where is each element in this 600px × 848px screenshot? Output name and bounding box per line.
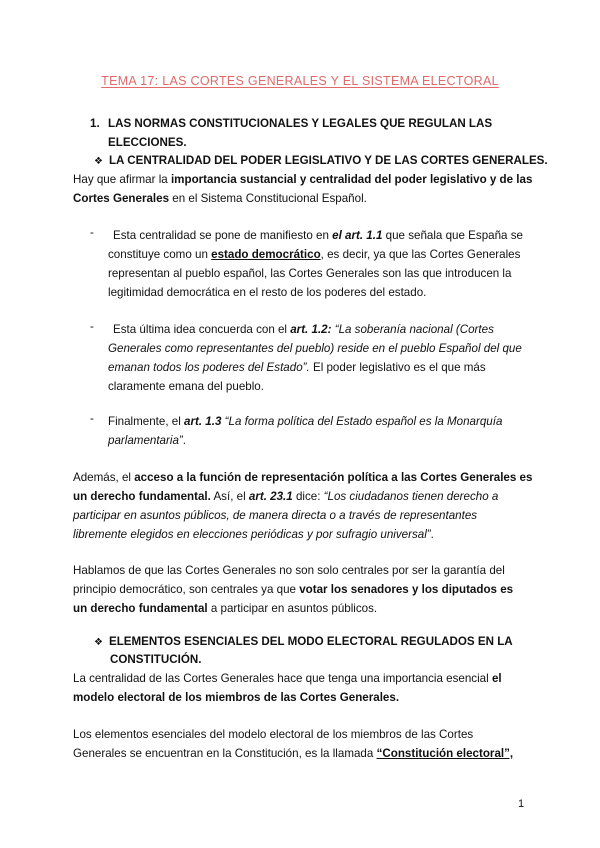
paragraph-4-line1: La centralidad de las Cortes Generales hace que tenga una importancia esencial el: [73, 672, 502, 685]
page-title: TEMA 17: LAS CORTES GENERALES Y EL SISTEMA ELECTORAL: [101, 74, 499, 88]
paragraph-2-line1: Además, el acceso a la función de representación política a las Cortes Generales es: [73, 471, 533, 484]
item-2-line1: Esta última idea concuerda con el art. 1.2: “La soberanía nacional (Cortes: [113, 323, 494, 336]
subheading-1: ❖ LA CENTRALIDAD DEL PODER LEGISLATIVO Y DE LAS CORTES GENERALES.: [94, 154, 548, 167]
subheading-2-line1: ❖ ELEMENTOS ESENCIALES DEL MODO ELECTORAL REGULADOS EN LA: [94, 635, 513, 648]
item-2-line4: claramente emana del pueblo.: [108, 380, 264, 393]
dash-bullet: -: [90, 412, 94, 425]
section-heading-line1: LAS NORMAS CONSTITUCIONALES Y LEGALES QUE REGULAN LAS: [108, 117, 493, 130]
paragraph-1-line2: Cortes Generales en el Sistema Constitucional Español.: [73, 192, 367, 205]
diamond-bullet-icon: ❖: [94, 637, 103, 648]
dash-bullet: -: [90, 226, 94, 239]
item-3-line2: parlamentaria”.: [108, 434, 186, 447]
subheading-2-line2: CONSTITUCIÓN.: [110, 653, 202, 666]
paragraph-2-line3: participar en asuntos públicos, de manera directa o a través de representantes: [73, 509, 478, 522]
section-number: 1.: [90, 117, 100, 130]
item-1-line3: representan al pueblo español, las Cortes Generales son las que introducen la: [108, 267, 512, 280]
item-1-line1: Esta centralidad se pone de manifiesto en el art. 1.1 que señala que España se: [113, 229, 523, 242]
item-2-line3: emanan todos los poderes del Estado”. El poder legislativo es el que más: [108, 361, 486, 374]
paragraph-3-line3: un derecho fundamental a participar en asuntos públicos.: [73, 602, 378, 615]
item-1-line4: legitimidad democrática en el resto de los poderes del estado.: [108, 286, 427, 299]
page-number: 1: [518, 798, 525, 810]
paragraph-1-line1: Hay que afirmar la importancia sustancial y centralidad del poder legislativo y de las: [73, 173, 533, 186]
paragraph-3-line1: Hablamos de que las Cortes Generales no son solo centrales por ser la garantía del: [73, 564, 505, 577]
item-3-line1: Finalmente, el art. 1.3 “La forma política del Estado español es la Monarquía: [108, 415, 503, 428]
paragraph-3-line2: principio democrático, son centrales ya que votar los senadores y los diputados es: [73, 583, 514, 596]
paragraph-2-line4: libremente elegidos en elecciones periódicas y por sufragio universal”.: [73, 528, 434, 541]
diamond-bullet-icon: ❖: [94, 156, 103, 167]
paragraph-2-line2: un derecho fundamental. Así, el art. 23.1 dice: “Los ciudadanos tienen derecho a: [73, 490, 499, 503]
paragraph-5-line2: Generales se encuentran en la Constitución, es la llamada “Constitución electoral”,: [73, 747, 514, 760]
item-1-line2: constituye como un estado democrático, es decir, ya que las Cortes Generales: [108, 248, 521, 261]
dash-bullet: -: [90, 320, 94, 333]
paragraph-5-line1: Los elementos esenciales del modelo electoral de los miembros de las Cortes: [73, 728, 474, 741]
paragraph-4-line2: modelo electoral de los miembros de las Cortes Generales.: [73, 691, 400, 704]
item-2-line2: Generales como representantes del pueblo) reside en el pueblo Español del que: [108, 342, 522, 355]
section-heading-line2: ELECCIONES.: [108, 136, 187, 149]
